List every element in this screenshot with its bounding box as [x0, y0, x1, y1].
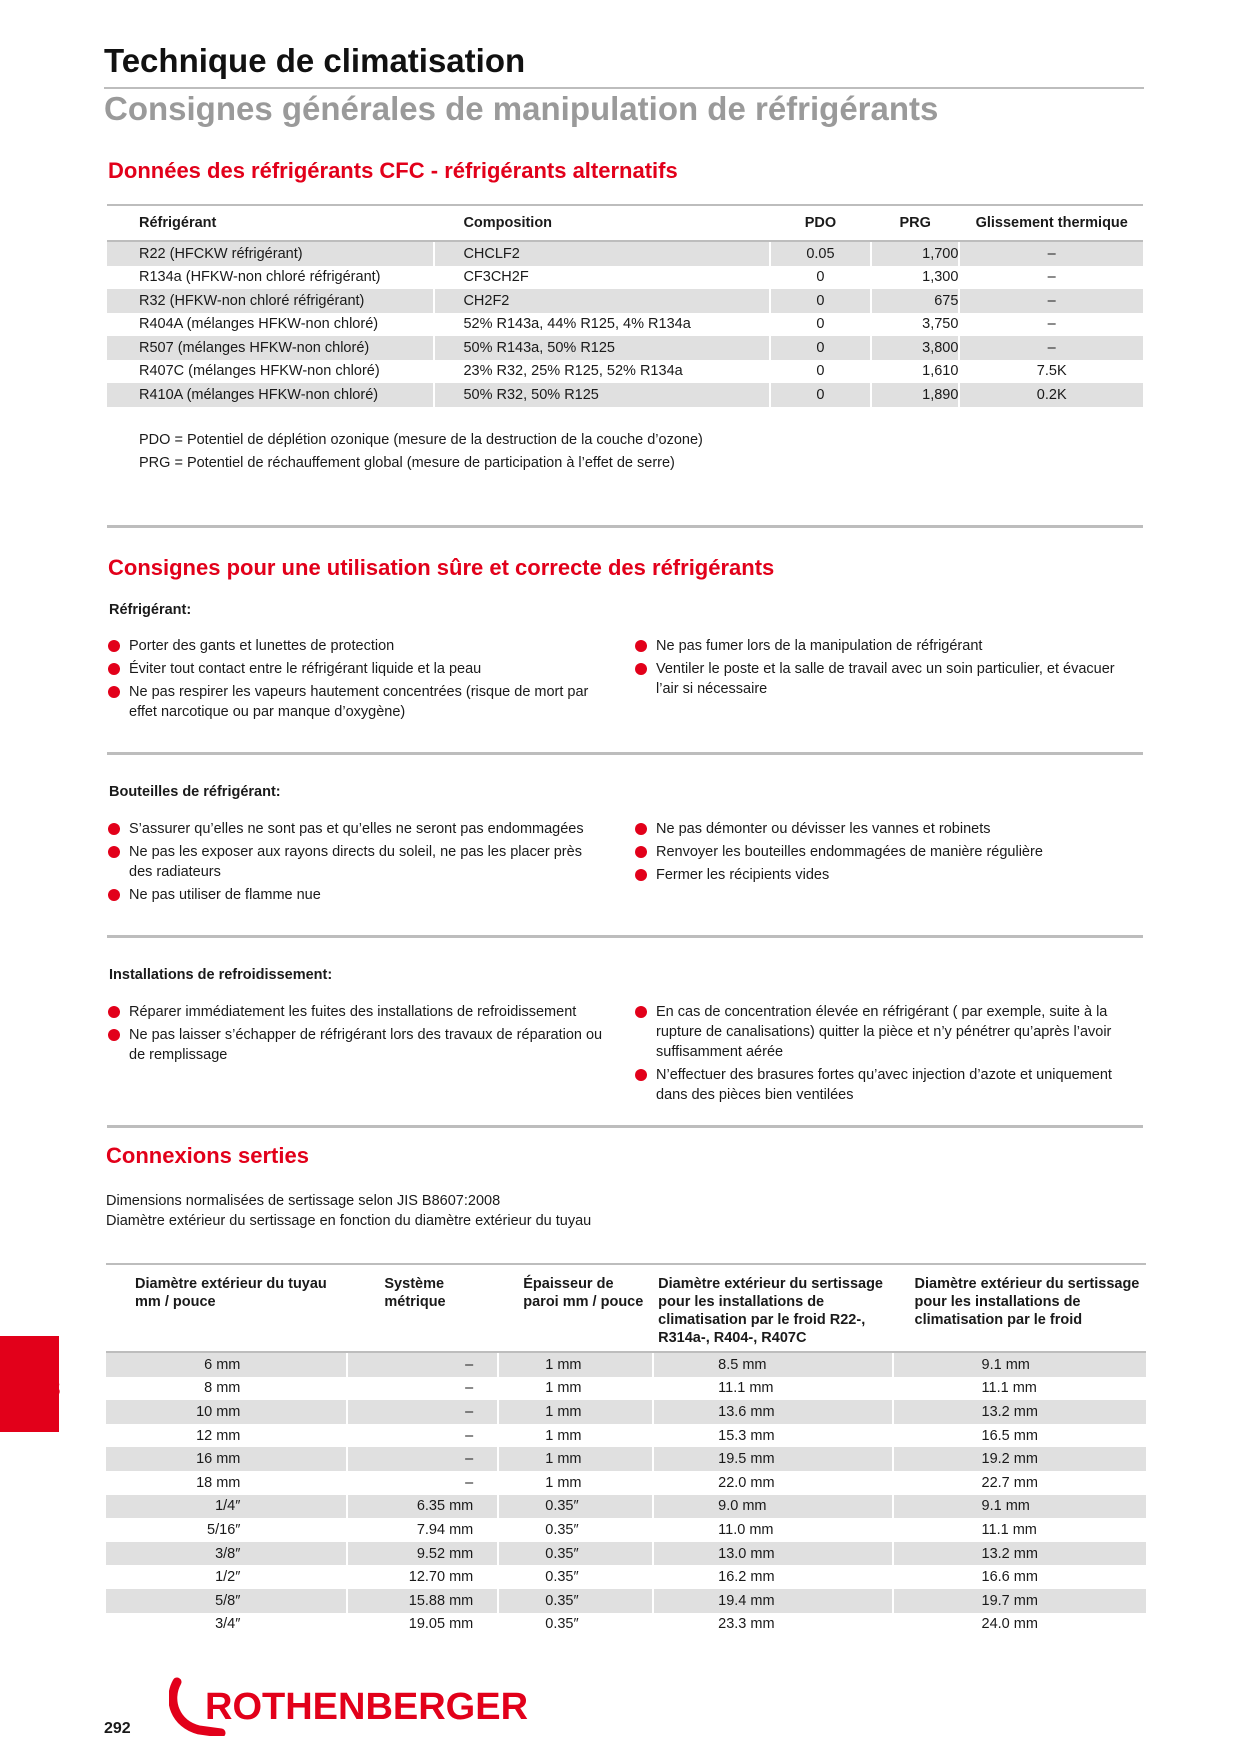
table-cell: 22.7 mm	[893, 1471, 1146, 1495]
table-cell: 0	[770, 336, 871, 360]
table-cell: CHCLF2	[434, 241, 769, 266]
table-cell: 15.3 mm	[653, 1424, 892, 1448]
section-divider	[107, 1125, 1143, 1128]
bullet-item	[635, 1065, 1135, 1105]
table-row	[106, 1542, 1146, 1566]
table-cell: 16 mm	[106, 1447, 347, 1471]
table-cell: 11.1 mm	[893, 1518, 1146, 1542]
group-bottles-left-list	[108, 819, 608, 908]
bullet-text: Ne pas respirer les vapeurs hautement concentrées (risque de mort par effet narcotique ou par manque d’oxygène)	[129, 684, 589, 720]
table-cell: 11.1 mm	[653, 1377, 892, 1401]
bullet-text: N’effectuer des brasures fortes qu’avec injection d’azote et uniquement dans des pièces bien ventilées	[656, 1067, 1112, 1103]
table-cell: R507 (mélanges HFKW-non chloré)	[107, 336, 434, 360]
bullet-dot-icon	[108, 889, 120, 901]
table-cell: 19.05 mm	[347, 1613, 498, 1637]
chapter-number: 13	[36, 1376, 61, 1401]
table-cell: –	[959, 266, 1143, 290]
table-cell: 0	[770, 289, 871, 313]
table-cell: 0	[770, 383, 871, 407]
section-divider	[107, 935, 1143, 938]
bullet-item	[108, 842, 608, 882]
group-label-refrigerant: Réfrigérant:	[109, 602, 192, 618]
column-header: Réfrigérant	[107, 205, 434, 241]
table-cell: 1 mm	[498, 1352, 653, 1377]
bullet-dot-icon	[108, 1006, 120, 1018]
table-row	[106, 1377, 1146, 1401]
table-cell: 18 mm	[196, 1474, 241, 1491]
table-cell: 1,300	[871, 266, 959, 290]
column-header: Diamètre extérieur du sertissage pour les installations de climatisation par le froid R22-, R314a-, R404-, R407C	[653, 1264, 892, 1352]
table-cell: 1 mm	[498, 1377, 653, 1401]
group-installations-right-list	[635, 1002, 1135, 1108]
page-subtitle: Consignes générales de manipulation de réfrigérants	[104, 90, 939, 127]
table-cell: 19.5 mm	[653, 1447, 892, 1471]
table-cell: R404A (mélanges HFKW-non chloré)	[139, 316, 379, 333]
table-cell: –	[959, 336, 1143, 360]
table-cell: 0	[770, 360, 871, 384]
table-cell: CF3CH2F	[434, 266, 769, 290]
bullet-item	[108, 819, 608, 839]
bullet-dot-icon	[635, 1006, 647, 1018]
table-row	[106, 1471, 1146, 1495]
table-cell: 6 mm	[106, 1352, 347, 1377]
bullet-item	[635, 659, 1135, 699]
table-cell: 19.7 mm	[893, 1589, 1146, 1613]
table-cell: 12.70 mm	[347, 1565, 498, 1589]
table-row	[106, 1400, 1146, 1424]
bullet-text: Ne pas utiliser de flamme nue	[129, 887, 321, 903]
table-cell: 13.6 mm	[653, 1400, 892, 1424]
bullet-dot-icon	[108, 846, 120, 858]
section-refrigerant-data-title: Données des réfrigérants CFC - réfrigérants alternatifs	[108, 158, 678, 183]
table-header-row	[106, 1264, 1146, 1352]
brand-wordmark: ROTHENBERGER	[205, 1686, 529, 1728]
bullet-dot-icon	[108, 823, 120, 835]
table-cell: 3,750	[871, 313, 959, 337]
table-cell: 50% R32, 50% R125	[434, 383, 769, 407]
rothenberger-logo	[169, 1676, 549, 1736]
column-header: PDO	[770, 205, 871, 241]
column-header: Épaisseur de paroi mm / pouce	[498, 1264, 653, 1352]
table-cell: 1/4″	[106, 1495, 347, 1519]
section-divider	[107, 752, 1143, 755]
table-row	[106, 1518, 1146, 1542]
table-cell: 1 mm	[498, 1447, 653, 1471]
table-cell: 22.0 mm	[653, 1471, 892, 1495]
bullet-text: Ventiler le poste et la salle de travail avec un soin particulier, et évacuer l’air si nécessaire	[656, 661, 1115, 697]
table-row	[107, 266, 1143, 290]
table-cell: –	[347, 1424, 498, 1448]
table-row	[107, 360, 1143, 384]
table-cell: 1 mm	[498, 1471, 653, 1495]
table-cell: 52% R143a, 44% R125, 4% R134a	[434, 313, 769, 337]
group-label-installations: Installations de refroidissement:	[109, 967, 333, 983]
table-cell: 7.5K	[959, 360, 1143, 384]
table-cell: –	[959, 313, 1143, 337]
bullet-dot-icon	[635, 663, 647, 675]
table-cell: 7.94 mm	[347, 1518, 498, 1542]
bullet-item	[108, 659, 608, 679]
table-cell: 11.1 mm	[893, 1377, 1146, 1401]
table-cell: 6.35 mm	[347, 1495, 498, 1519]
table-row	[106, 1495, 1146, 1519]
table-cell: 8 mm	[204, 1380, 241, 1397]
refrigerant-data-table	[107, 204, 1143, 407]
crimp-intro-description: Diamètre extérieur du sertissage en fonction du diamètre extérieur du tuyau	[106, 1213, 592, 1229]
table-cell: 5/8″	[106, 1589, 347, 1613]
bullet-item	[635, 842, 1135, 862]
table-cell: 13.2 mm	[893, 1542, 1146, 1566]
table-cell: 13.2 mm	[893, 1400, 1146, 1424]
table-cell: –	[959, 241, 1143, 266]
column-header: PRG	[871, 205, 959, 241]
table-cell: 9.0 mm	[653, 1495, 892, 1519]
bullet-item	[635, 819, 1135, 839]
bullet-dot-icon	[108, 1029, 120, 1041]
bullet-item	[635, 636, 1135, 656]
prg-note: PRG = Potentiel de réchauffement global (mesure de participation à l’effet de serre)	[139, 455, 675, 471]
table-cell: 15.88 mm	[347, 1589, 498, 1613]
table-cell: 9.1 mm	[893, 1352, 1146, 1377]
table-cell: 0	[770, 313, 871, 337]
bullet-dot-icon	[108, 686, 120, 698]
pdo-note: PDO = Potentiel de déplétion ozonique (mesure de la destruction de la couche d’ozone)	[139, 432, 703, 448]
group-refrigerant-right-list	[635, 636, 1135, 702]
table-row	[106, 1589, 1146, 1613]
bullet-item	[108, 636, 608, 656]
section-crimp-title: Connexions serties	[106, 1143, 309, 1168]
table-row	[107, 383, 1143, 407]
title-divider	[104, 87, 1144, 89]
table-cell: R410A (mélanges HFKW-non chloré)	[107, 383, 434, 407]
table-cell: 16.6 mm	[893, 1565, 1146, 1589]
table-cell: 19.2 mm	[893, 1447, 1146, 1471]
table-cell: R32 (HFKW-non chloré réfrigérant)	[107, 289, 434, 313]
table-row	[106, 1447, 1146, 1471]
table-row	[106, 1352, 1146, 1377]
table-cell: 12 mm	[196, 1427, 241, 1444]
column-header: Diamètre extérieur du sertissage pour les installations de climatisation par le froid	[893, 1264, 1146, 1352]
bullet-text: Éviter tout contact entre le réfrigérant liquide et la peau	[129, 661, 482, 677]
table-cell: R22 (HFCKW réfrigérant)	[107, 241, 434, 266]
table-cell: 0.35″	[498, 1589, 653, 1613]
table-cell: 0	[770, 266, 871, 290]
table-cell: 1,700	[871, 241, 959, 266]
bullet-text: Renvoyer les bouteilles endommagées de manière régulière	[656, 844, 1043, 860]
table-cell: 24.0 mm	[893, 1613, 1146, 1637]
table-cell: 3/8″	[106, 1542, 347, 1566]
bullet-item	[108, 1002, 608, 1022]
page-title: Technique de climatisation	[104, 42, 526, 79]
bullet-dot-icon	[108, 640, 120, 652]
bullet-item	[635, 1002, 1135, 1062]
section-safety-title: Consignes pour une utilisation sûre et correcte des réfrigérants	[108, 555, 775, 580]
table-cell: 0.05	[770, 241, 871, 266]
bullet-item	[108, 885, 608, 905]
table-cell: 1,610	[871, 360, 959, 384]
bullet-dot-icon	[635, 869, 647, 881]
group-installations-left-list	[108, 1002, 608, 1068]
table-cell: 23.3 mm	[653, 1613, 892, 1637]
bullet-text: S’assurer qu’elles ne sont pas et qu’elles ne seront pas endommagées	[129, 821, 584, 837]
bullet-text: Ne pas laisser s’échapper de réfrigérant lors des travaux de réparation ou de remplissage	[129, 1027, 603, 1063]
table-cell: 3,800	[871, 336, 959, 360]
table-row	[106, 1613, 1146, 1637]
column-header: Diamètre extérieur du tuyau mm / pouce	[106, 1264, 347, 1352]
table-cell: 16.2 mm	[653, 1565, 892, 1589]
table-cell: 13.0 mm	[653, 1542, 892, 1566]
table-cell: 0.35″	[498, 1542, 653, 1566]
column-header: Glissement thermique	[959, 205, 1143, 241]
table-cell: 5/16″	[207, 1521, 241, 1538]
bullet-dot-icon	[635, 846, 647, 858]
table-cell: –	[347, 1377, 498, 1401]
table-cell: –	[959, 289, 1143, 313]
bullet-text: Ne pas fumer lors de la manipulation de réfrigérant	[656, 638, 983, 654]
bullet-text: Porter des gants et lunettes de protection	[129, 638, 395, 654]
table-cell: 8.5 mm	[653, 1352, 892, 1377]
table-row	[107, 336, 1143, 360]
table-cell: 9.52 mm	[347, 1542, 498, 1566]
table-cell: 1 mm	[498, 1400, 653, 1424]
bullet-item	[635, 865, 1135, 885]
table-row	[107, 241, 1143, 266]
table-cell: 23% R32, 25% R125, 52% R134a	[434, 360, 769, 384]
page-number: 292	[104, 1720, 131, 1737]
bullet-dot-icon	[635, 640, 647, 652]
table-cell: 9.1 mm	[893, 1495, 1146, 1519]
group-bottles-right-list	[635, 819, 1135, 888]
group-label-bottles: Bouteilles de réfrigérant:	[109, 784, 281, 800]
crimp-intro-standard: Dimensions normalisées de sertissage selon JIS B8607:2008	[106, 1193, 501, 1209]
group-refrigerant-left-list	[108, 636, 608, 725]
table-cell: 1/2″	[215, 1569, 241, 1586]
table-cell: –	[347, 1447, 498, 1471]
table-cell: 16.5 mm	[893, 1424, 1146, 1448]
table-cell: 1 mm	[498, 1424, 653, 1448]
table-cell: R407C (mélanges HFKW-non chloré)	[139, 363, 380, 380]
bullet-text: Ne pas démonter ou dévisser les vannes et robinets	[656, 821, 991, 837]
table-cell: 10 mm	[106, 1400, 347, 1424]
crimp-dimensions-table	[106, 1263, 1146, 1636]
bullet-item	[108, 1025, 608, 1065]
table-cell: 11.0 mm	[653, 1518, 892, 1542]
bullet-item	[108, 682, 608, 722]
table-cell: 0.35″	[498, 1565, 653, 1589]
table-row	[106, 1424, 1146, 1448]
table-cell: 0.35″	[498, 1613, 653, 1637]
table-cell: 0.35″	[498, 1518, 653, 1542]
table-row	[106, 1565, 1146, 1589]
table-cell: –	[347, 1400, 498, 1424]
table-cell: 0.35″	[498, 1495, 653, 1519]
bullet-text: Fermer les récipients vides	[656, 867, 830, 883]
bullet-dot-icon	[635, 1069, 647, 1081]
table-cell: R134a (HFKW-non chloré réfrigérant)	[139, 269, 381, 286]
table-cell: –	[347, 1352, 498, 1377]
table-cell: 0.2K	[959, 383, 1143, 407]
table-row	[107, 313, 1143, 337]
table-cell: CH2F2	[434, 289, 769, 313]
column-header: Système métrique	[347, 1264, 498, 1352]
bullet-dot-icon	[108, 663, 120, 675]
table-cell: 50% R143a, 50% R125	[434, 336, 769, 360]
table-cell: 1,890	[871, 383, 959, 407]
column-header: Composition	[434, 205, 769, 241]
bullet-text: En cas de concentration élevée en réfrigérant ( par exemple, suite à la rupture de canalisations) quitter la pièce et n’y pénétrer qu’après l’avoir suffisamment aérée	[656, 1004, 1112, 1060]
bullet-dot-icon	[635, 823, 647, 835]
table-row	[107, 289, 1143, 313]
bullet-text: Réparer immédiatement les fuites des installations de refroidissement	[129, 1004, 577, 1020]
table-cell: –	[347, 1471, 498, 1495]
bullet-text: Ne pas les exposer aux rayons directs du soleil, ne pas les placer près des radiateurs	[129, 844, 582, 880]
section-divider	[107, 525, 1143, 528]
table-header-row	[107, 205, 1143, 241]
table-cell: 3/4″	[215, 1616, 241, 1633]
table-cell: 19.4 mm	[653, 1589, 892, 1613]
table-cell: 675	[871, 289, 959, 313]
